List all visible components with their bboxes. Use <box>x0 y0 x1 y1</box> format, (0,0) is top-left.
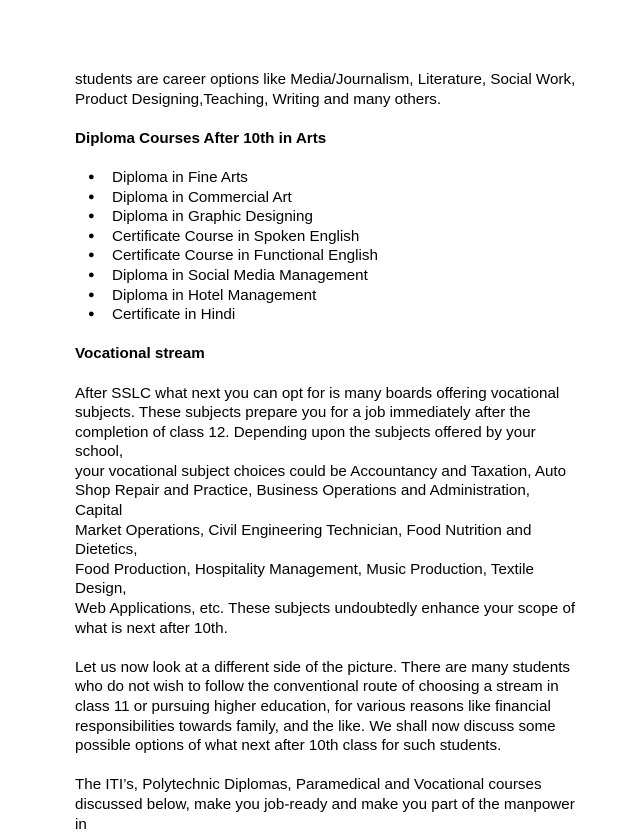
text-line: Food Production, Hospitality Management, Music Production, Textile Design, <box>75 560 534 598</box>
list-item-text: Diploma in Hotel Management <box>112 286 317 304</box>
list-item-text: Diploma in Graphic Designing <box>112 208 313 226</box>
list-item <box>88 305 578 325</box>
text-line: who do not wish to follow the conventional route of choosing a stream in <box>75 678 559 696</box>
list-item <box>88 207 578 227</box>
diploma-courses-heading: Diploma Courses After 10th in Arts <box>75 129 327 147</box>
text-line: Let us now look at a different side of the picture. There are many students <box>75 658 571 676</box>
text-line: Web Applications, etc. These subjects undoubtedly enhance your scope of <box>75 600 576 618</box>
bullet-icon: ● <box>88 210 95 223</box>
list-item <box>88 286 578 306</box>
bullet-icon: ● <box>88 170 95 183</box>
list-item <box>88 188 578 208</box>
text-line: Shop Repair and Practice, Business Operations and Administration, Capital <box>75 482 531 520</box>
list-item-text: Certificate Course in Functional English <box>112 247 378 265</box>
text-line: discussed below, make you job-ready and make you part of the manpower in <box>75 795 575 833</box>
alternative-options-paragraph <box>75 658 578 756</box>
list-item-text: Certificate Course in Spoken English <box>112 227 360 245</box>
text-line: The ITI’s, Polytechnic Diplomas, Paramedical and Vocational courses <box>75 776 542 794</box>
text-line: Product Designing,Teaching, Writing and many others. <box>75 90 442 108</box>
text-line: possible options of what next after 10th class for such students. <box>75 737 502 755</box>
text-line: students are career options like Media/Journalism, Literature, Social Work, <box>75 71 576 88</box>
bullet-icon: ● <box>88 229 95 242</box>
vocational-stream-heading: Vocational stream <box>75 345 205 363</box>
list-item-text: Diploma in Commercial Art <box>112 188 292 206</box>
diploma-course-list <box>75 168 578 325</box>
text-line: After SSLC what next you can opt for is many boards offering vocational <box>75 384 560 402</box>
bullet-icon: ● <box>88 190 95 203</box>
list-item-text: Certificate in Hindi <box>112 306 236 324</box>
text-line: what is next after 10th. <box>75 619 228 637</box>
vocational-paragraph <box>75 384 578 639</box>
list-item <box>88 227 578 247</box>
list-item <box>88 168 578 188</box>
bullet-icon: ● <box>88 308 95 321</box>
bullet-icon: ● <box>88 268 95 281</box>
text-line: responsibilities towards family, and the like. We shall now discuss some <box>75 717 556 735</box>
list-item-text: Diploma in Fine Arts <box>112 168 248 186</box>
bullet-icon: ● <box>88 249 95 262</box>
text-line: completion of class 12. Depending upon the subjects offered by your school, <box>75 423 536 461</box>
text-line: your vocational subject choices could be Accountancy and Taxation, Auto <box>75 462 567 480</box>
bullet-icon: ● <box>88 288 95 301</box>
intro-paragraph <box>75 70 578 109</box>
list-item <box>88 246 578 266</box>
list-item-text: Diploma in Social Media Management <box>112 266 368 284</box>
text-line: Market Operations, Civil Engineering Technician, Food Nutrition and Dietetics, <box>75 521 532 559</box>
list-item <box>88 266 578 286</box>
iti-courses-paragraph <box>75 775 578 834</box>
text-line: class 11 or pursuing higher education, for various reasons like financial <box>75 698 551 715</box>
text-line: subjects. These subjects prepare you for a job immediately after the <box>75 404 531 422</box>
